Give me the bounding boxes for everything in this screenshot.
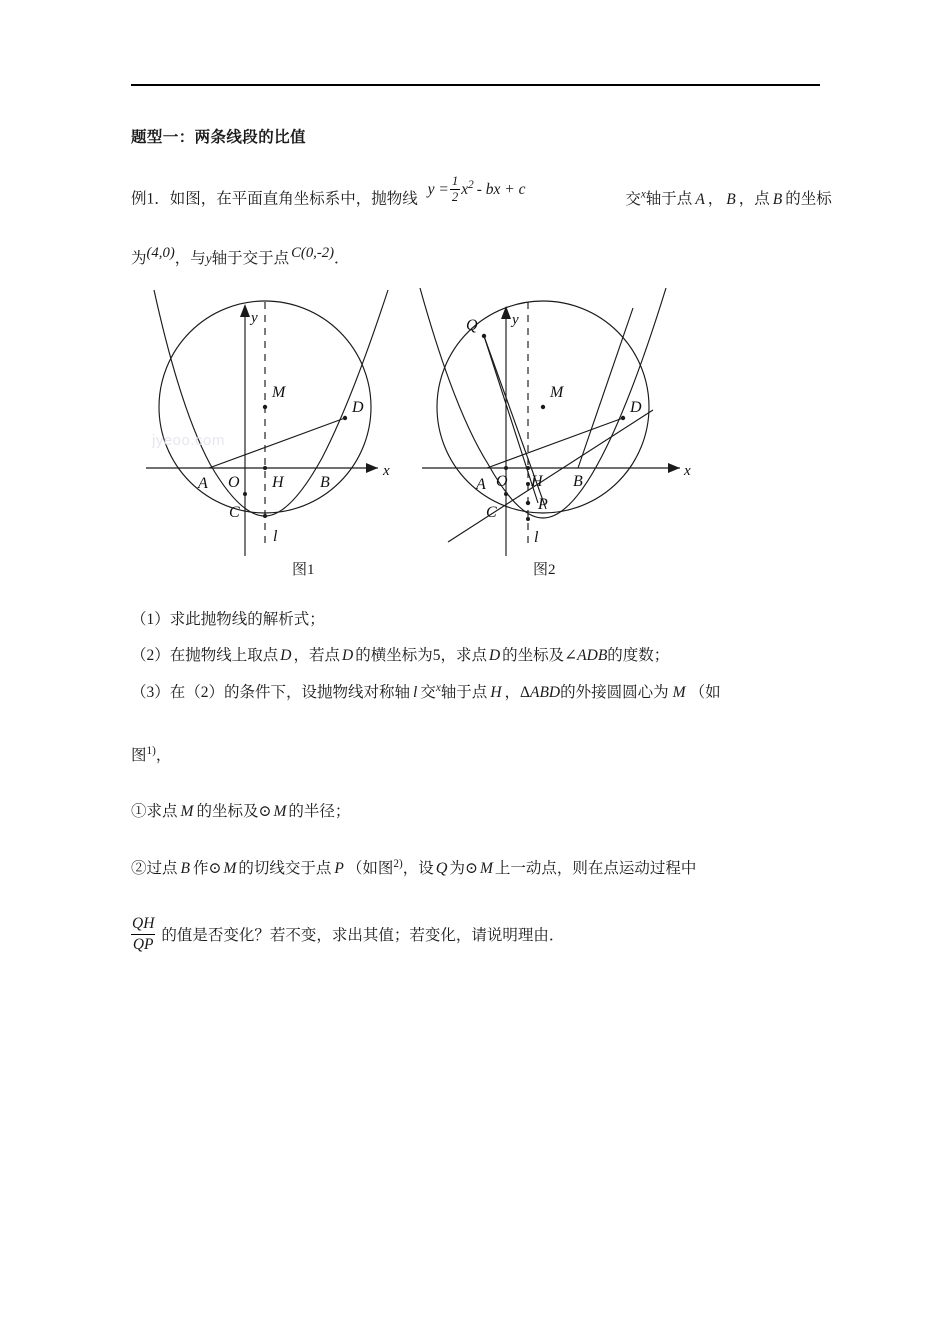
coordinate-C: C(0,-2)	[291, 245, 335, 261]
figure1-label-A: A	[198, 475, 208, 492]
formula-exponent: 2	[468, 178, 474, 191]
subquestion-2	[131, 856, 696, 881]
q2-part-b: ，若点	[293, 647, 340, 664]
q3-part-c: 轴于点	[440, 684, 488, 702]
comma-2: ，	[738, 190, 755, 208]
s2-point-Q: Q	[435, 859, 448, 878]
figure1-label-C: C	[229, 504, 240, 521]
s2-point-M-1: M	[223, 860, 237, 878]
s2-part-b: 作⊙	[192, 860, 222, 878]
q2-angle-ADB: ADB	[577, 647, 608, 664]
figure2-label-O: O	[496, 473, 508, 490]
point-H-dot	[263, 466, 267, 470]
figure2-label-B: B	[573, 473, 583, 490]
s2-part-f: 为⊙	[449, 860, 478, 878]
comma-1: ，	[707, 190, 724, 208]
problem-line-2	[131, 247, 350, 270]
s2-point-P: P	[334, 860, 344, 878]
line-through-B	[578, 308, 633, 468]
ratio-fraction	[131, 915, 155, 954]
figure-2-drawing	[418, 288, 708, 558]
figure1-label-y: y	[251, 310, 258, 326]
point-P-dot	[526, 501, 530, 505]
parabola-formula	[424, 174, 530, 204]
q3-part-g: 图	[131, 747, 147, 765]
q3-line-l: l	[413, 684, 418, 702]
s2-point-M-2: M	[479, 860, 493, 878]
y-axis-arrowhead	[240, 304, 250, 317]
parabola-vertex-dot	[526, 517, 530, 521]
figure1-label-O: O	[228, 474, 240, 491]
question-2	[131, 644, 669, 667]
ratio-tail-text: 的值是否变化？若不变，求出其值；若变化，请说明理由．	[161, 927, 565, 945]
formula-lhs: y =	[427, 180, 449, 198]
problem-line1-tail: 的坐标	[785, 190, 832, 208]
figure2-label-H: H	[531, 473, 543, 490]
q3-part-d: ，Δ	[504, 684, 530, 702]
formula-numerator: 1	[451, 174, 459, 188]
q2-part-a: （2）在抛物线上取点	[131, 647, 279, 664]
point-Q-dot	[482, 334, 486, 338]
figure-2-caption: 图2	[533, 562, 556, 578]
segment-QP	[484, 336, 538, 503]
s2-part-d: （如图	[346, 860, 394, 878]
figure1-label-B: B	[320, 474, 330, 491]
figure-1-caption: 图1	[292, 562, 315, 578]
figure2-label-A: A	[476, 476, 486, 493]
point-D-dot	[343, 416, 347, 420]
q3-part-a: （3）在（2）的条件下，设抛物线对称轴	[131, 684, 411, 702]
figure1-label-M: M	[272, 384, 286, 401]
s2-part-a: ②过点	[131, 860, 178, 878]
ratio-denominator: QP	[132, 935, 154, 953]
question-1	[131, 608, 325, 631]
figure-1-drawing	[140, 288, 410, 558]
problem-line2-post: 轴于交于点	[211, 250, 290, 267]
q3-point-H: H	[490, 684, 502, 702]
q2-part-e: 的度数；	[607, 647, 670, 664]
problem-line1-var-x: x	[640, 188, 646, 201]
formula-tail: - bx + c	[476, 180, 526, 198]
problem-line-1	[131, 174, 832, 213]
x-axis-arrowhead	[366, 463, 378, 473]
problem-line2-prefix: 为	[131, 250, 147, 267]
point-mid-dot	[526, 482, 530, 486]
s2-part-c: 的切线交于点	[238, 860, 332, 878]
coordinate-B: (4,0)	[146, 245, 175, 261]
point-D-dot	[621, 416, 625, 420]
s1-part-b: 的坐标及⊙	[196, 803, 272, 820]
figure1-label-x: x	[383, 463, 390, 479]
q3-figure-ref-1: 1)	[146, 745, 156, 757]
formula-x: x	[461, 180, 469, 198]
s2-point-B: B	[180, 860, 190, 878]
subquestion-1	[131, 800, 350, 823]
s1-point-M-2: M	[273, 803, 287, 820]
q2-point-D-2: D	[341, 647, 354, 664]
figure2-label-C: C	[486, 504, 497, 521]
figure1-label-H: H	[272, 474, 284, 491]
figure2-label-P: P	[538, 496, 548, 513]
ratio-question	[131, 915, 564, 954]
problem-line1-post: 轴于点	[645, 190, 693, 208]
chord-AD	[209, 418, 345, 468]
figure1-label-l: l	[273, 528, 278, 545]
ratio-numerator: QH	[131, 915, 155, 935]
question-3-cont	[131, 743, 171, 767]
q3-part-f: （如	[689, 684, 721, 702]
parabola-vertex-dot	[263, 514, 267, 518]
x-axis-arrowhead	[668, 463, 680, 473]
q3-triangle-ABD: ABD	[529, 684, 561, 702]
header-rule	[131, 84, 820, 86]
q3-point-M: M	[672, 684, 686, 702]
q3-part-h: ，	[155, 747, 172, 765]
figure-1	[140, 288, 410, 558]
problem-line1-end: 点	[754, 190, 770, 208]
point-H-dot	[526, 466, 530, 470]
formula-fraction	[450, 175, 460, 203]
q2-part-d: 的坐标及∠	[502, 647, 578, 664]
point-C-dot	[243, 492, 247, 496]
point-A-ref: A	[695, 190, 705, 208]
question-1-text: （1）求此抛物线的解析式；	[131, 611, 325, 628]
figure2-label-l: l	[534, 529, 539, 546]
figure2-label-y: y	[512, 312, 519, 328]
point-C-dot	[504, 492, 508, 496]
s1-part-c: 的半径；	[288, 803, 351, 820]
q2-point-D-3: D	[488, 647, 501, 664]
point-B-ref: B	[726, 190, 736, 208]
point-M-dot	[263, 405, 267, 409]
figure1-watermark: jyeoo.com	[152, 432, 225, 449]
q3-var-x: x	[435, 682, 441, 694]
formula-denominator: 2	[451, 189, 459, 204]
q3-part-b: 交	[420, 684, 436, 702]
figure1-label-D: D	[352, 399, 364, 416]
figure2-label-Q: Q	[466, 317, 478, 334]
section-heading: 题型一：两条线段的比值	[131, 129, 306, 146]
problem-line2-var-y: y	[205, 251, 212, 266]
figure2-label-x: x	[684, 463, 691, 479]
s1-part-a: ①求点	[131, 803, 178, 820]
point-B-ref-2: B	[772, 190, 783, 208]
problem-line1-mid: 交	[625, 190, 641, 208]
point-O-dot	[504, 466, 508, 470]
figure2-label-D: D	[630, 399, 642, 416]
s2-figure-ref-2: 2)	[393, 858, 403, 870]
s1-point-M-1: M	[180, 803, 194, 820]
s2-part-g: 上一动点，则在点运动过程中	[494, 860, 697, 878]
figure-2	[418, 288, 708, 558]
q2-part-c: 的横坐标为5，求点	[355, 647, 487, 664]
problem-line2-mid: ，与	[174, 250, 206, 267]
point-M-dot	[541, 405, 545, 409]
question-3	[131, 680, 721, 704]
problem-line2-end: ．	[334, 250, 350, 267]
q3-part-e: 的外接圆圆心为	[560, 684, 669, 702]
q2-point-D-1: D	[280, 647, 292, 664]
y-axis-arrowhead	[501, 306, 511, 319]
problem-line1-prefix: 例1．如图，在平面直角坐标系中，抛物线	[131, 190, 418, 208]
figure2-label-M: M	[550, 384, 564, 401]
s2-part-e: ，设	[402, 860, 434, 878]
